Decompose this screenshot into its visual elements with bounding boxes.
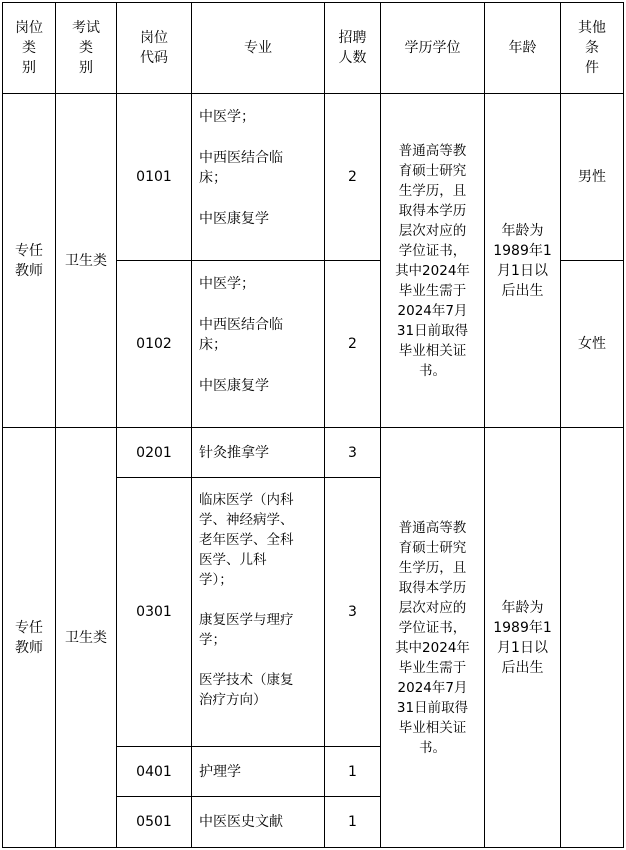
major-0101-item-1: 中医学； bbox=[199, 109, 255, 125]
major-0301-item-1: 临床医学（内科 学、神经病学、 老年医学、全科 医学、儿科 学）； bbox=[199, 492, 294, 588]
group2-age: 年龄为 1989年1 月1日以 后出生 bbox=[493, 599, 552, 676]
count-0101: 2 bbox=[348, 169, 357, 185]
major-0101 bbox=[199, 94, 321, 260]
major-0102-item-1: 中医学； bbox=[199, 276, 255, 292]
header-education: 学历学位 bbox=[404, 40, 461, 56]
header-count: 招聘 人数 bbox=[338, 30, 367, 66]
group2-education: 普通高等教 育硕士研究 生学历，且 取得本学历 层次对应的 学位证书， 其中2024年 毕业生需于 2024年7月 31日前取得 毕业相关证 书。 bbox=[395, 519, 470, 756]
code-0101: 0101 bbox=[136, 169, 172, 185]
header-major: 专业 bbox=[244, 40, 272, 56]
count-0301: 3 bbox=[348, 604, 357, 620]
group1-exam-type: 卫生类 bbox=[65, 252, 107, 269]
count-0201: 3 bbox=[348, 444, 357, 461]
count-0501: 1 bbox=[348, 814, 357, 830]
major-0401: 护理学 bbox=[199, 763, 241, 780]
header-exam-type: 考试 类 别 bbox=[72, 20, 100, 76]
code-0301: 0301 bbox=[136, 604, 172, 620]
major-0102-item-3: 中医康复学 bbox=[199, 378, 269, 394]
header-code: 岗位 代码 bbox=[140, 30, 168, 66]
group2-category: 专任 教师 bbox=[15, 619, 43, 656]
header-category: 岗位 类 别 bbox=[15, 20, 43, 76]
count-0401: 1 bbox=[348, 763, 357, 780]
group1-age: 年龄为 1989年1 月1日以 后出生 bbox=[493, 222, 552, 299]
code-0501: 0501 bbox=[136, 814, 172, 830]
table-border-bottom bbox=[2, 847, 624, 848]
header-age: 年龄 bbox=[508, 40, 537, 56]
col-line-8 bbox=[623, 2, 624, 848]
major-0501: 中医医史文献 bbox=[199, 814, 283, 830]
major-0102-item-2: 中西医结合临 床； bbox=[199, 317, 283, 353]
major-0301-item-2: 康复医学与理疗 学； bbox=[199, 612, 294, 648]
major-0301 bbox=[199, 478, 323, 746]
major-0201: 针灸推拿学 bbox=[199, 444, 269, 461]
code-0201: 0201 bbox=[136, 444, 172, 461]
major-0301-item-3: 医学技术（康复 治疗方向） bbox=[199, 672, 294, 708]
code-0401: 0401 bbox=[136, 763, 172, 780]
other-0101: 男性 bbox=[578, 169, 606, 185]
major-0102 bbox=[199, 261, 321, 427]
major-0101-item-3: 中医康复学 bbox=[199, 211, 269, 227]
group1-category: 专任 教师 bbox=[15, 242, 43, 279]
other-0102: 女性 bbox=[578, 336, 606, 352]
header-other: 其他 条 件 bbox=[578, 20, 606, 76]
group2-exam-type: 卫生类 bbox=[65, 629, 107, 646]
col-line-3 bbox=[191, 2, 192, 848]
group1-education: 普通高等教 育硕士研究 生学历，且 取得本学历 层次对应的 学位证书， 其中2024年 毕业生需于 2024年7月 31日前取得 毕业相关证 书。 bbox=[395, 142, 470, 379]
code-0102: 0102 bbox=[136, 336, 172, 352]
major-0101-item-2: 中西医结合临 床； bbox=[199, 150, 283, 186]
count-0102: 2 bbox=[348, 336, 357, 352]
